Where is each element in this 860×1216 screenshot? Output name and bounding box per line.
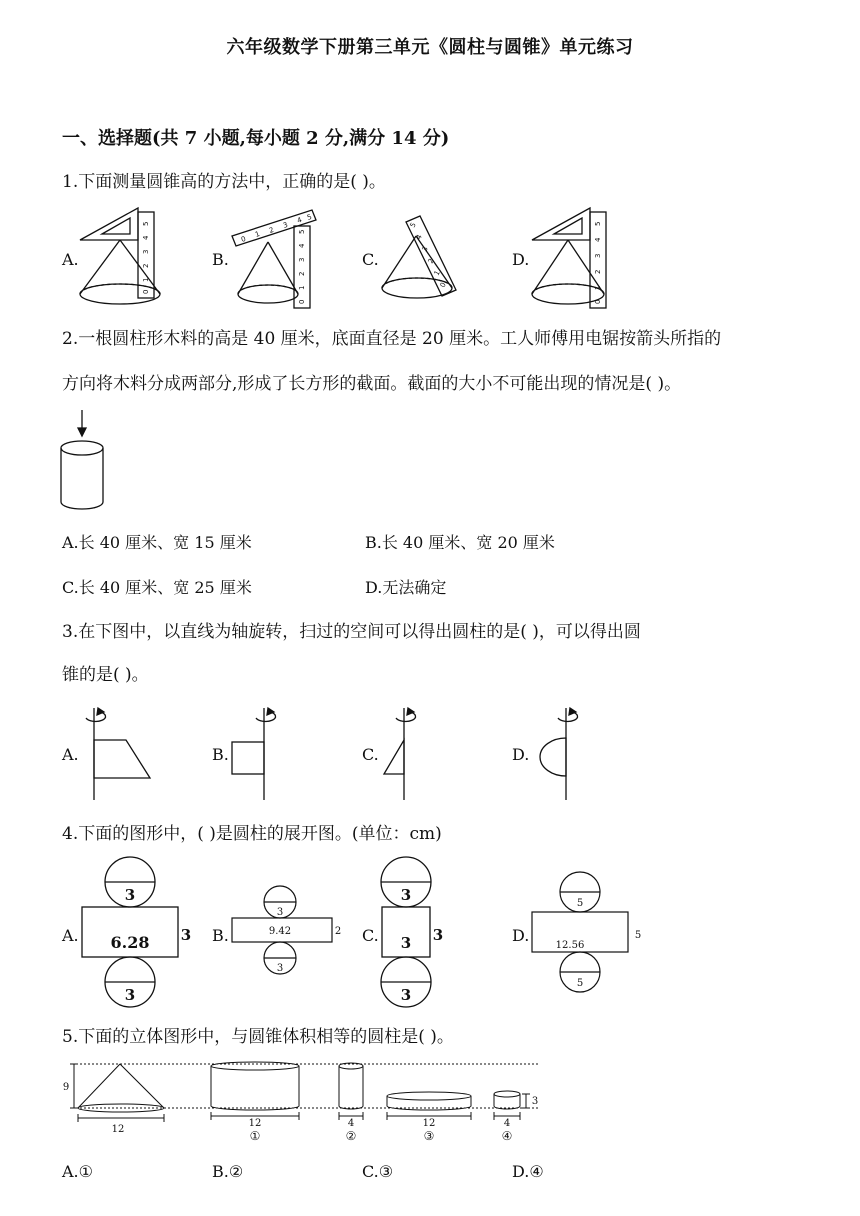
svg-text:5: 5	[594, 221, 602, 226]
svg-text:1: 1	[298, 285, 306, 290]
q4c-rect-label: 3	[400, 934, 412, 952]
q5-cyl1-mark: ①	[249, 1129, 261, 1143]
q2-option-b[interactable]: B.长 40 厘米、宽 20 厘米	[365, 533, 555, 552]
q5-cone-diameter-label: 12	[111, 1124, 125, 1135]
svg-text:0: 0	[298, 299, 306, 304]
q3-option-c-label[interactable]: C.	[362, 745, 379, 764]
ruler-digit: 2	[142, 263, 150, 268]
svg-text:4: 4	[594, 237, 602, 242]
svg-text:1: 1	[432, 269, 442, 277]
q1-figure-c	[380, 214, 460, 306]
ruler-digit: 1	[142, 277, 150, 282]
svg-text:1: 1	[254, 229, 261, 239]
q4a-circle-top-label: 3	[124, 886, 136, 904]
question-2-line2: 方向将木料分成两部分,形成了长方形的截面。截面的大小不可能出现的情况是( )。	[62, 374, 682, 394]
q5-option-b[interactable]: B.②	[212, 1162, 244, 1181]
q4d-side-label: 5	[634, 930, 642, 941]
q4c-circle-top-label: 3	[400, 886, 412, 904]
svg-text:5: 5	[306, 212, 313, 222]
q2-option-d[interactable]: D.无法确定	[365, 578, 447, 597]
q3-option-a-label[interactable]: A.	[62, 745, 79, 764]
svg-text:4: 4	[296, 215, 303, 225]
q3-figure-d	[528, 704, 588, 802]
q4-net-c	[380, 856, 450, 1006]
svg-text:3: 3	[594, 253, 602, 258]
q5-cyl3-diameter-label: 12	[422, 1118, 436, 1129]
q5-cyl3-mark: ③	[423, 1129, 435, 1143]
q5-cyl4-height-label: 3	[531, 1096, 539, 1107]
svg-text:5: 5	[298, 229, 306, 234]
q1-figure-a	[78, 206, 158, 310]
q5-option-d[interactable]: D.④	[512, 1162, 544, 1181]
q3-option-b-label[interactable]: B.	[212, 745, 229, 764]
q4d-circle-bottom-label: 5	[576, 978, 584, 989]
question-3-line2: 锥的是( )。	[62, 665, 149, 685]
page-title: 六年级数学下册第三单元《圆柱与圆锥》单元练习	[226, 37, 634, 58]
q4-option-a-label[interactable]: A.	[62, 926, 79, 945]
svg-text:2: 2	[594, 269, 602, 274]
q3-figure-b	[226, 704, 286, 802]
q4c-side-label: 3	[432, 926, 444, 944]
svg-text:4: 4	[298, 243, 306, 248]
q3-option-d-label[interactable]: D.	[512, 745, 530, 764]
q4d-circle-top-label: 5	[576, 898, 584, 909]
section-heading: 一、选择题(共 7 小题,每小题 2 分,满分 14 分)	[62, 128, 450, 149]
q4b-circle-bottom-label: 3	[276, 963, 284, 974]
svg-text:2: 2	[268, 225, 275, 235]
svg-text:0: 0	[438, 281, 448, 289]
svg-text:3: 3	[420, 245, 430, 253]
svg-text:2: 2	[298, 271, 306, 276]
ruler-digit: 0	[142, 289, 150, 294]
q4a-circle-bottom-label: 3	[124, 986, 136, 1004]
q5-cone-height-label: 9	[62, 1082, 70, 1093]
ruler-digit: 3	[142, 249, 150, 254]
q4-net-d	[530, 872, 648, 996]
ruler-digit: 4	[142, 235, 150, 240]
svg-text:1: 1	[594, 285, 602, 290]
question-1-text: 1.下面测量圆锥高的方法中，正确的是( )。	[62, 172, 386, 192]
q3-figure-a	[80, 704, 160, 802]
q4c-circle-bottom-label: 3	[400, 986, 412, 1004]
svg-text:4: 4	[414, 233, 424, 241]
q4a-rect-label: 6.28	[110, 933, 150, 952]
svg-text:0: 0	[240, 234, 247, 244]
q4-option-d-label[interactable]: D.	[512, 926, 530, 945]
q4-option-c-label[interactable]: C.	[362, 926, 379, 945]
q5-solids-figure	[60, 1058, 550, 1146]
q4-net-b	[230, 886, 346, 978]
q5-cyl4-diameter-label: 4	[503, 1118, 511, 1129]
q5-option-c[interactable]: C.③	[362, 1162, 394, 1181]
q4a-side-label: 3	[180, 926, 192, 944]
q5-cyl1-diameter-label: 12	[248, 1118, 262, 1129]
q4-net-a	[80, 856, 192, 1006]
q5-cyl4-mark: ④	[501, 1129, 513, 1143]
question-2-line1: 2.一根圆柱形木料的高是 40 厘米，底面直径是 20 厘米。工人师傅用电锯按箭头所指的	[62, 329, 722, 349]
question-3-line1: 3.在下图中，以直线为轴旋转，扫过的空间可以得出圆柱的是( )，可以得出圆	[62, 622, 641, 642]
question-4-text: 4.下面的图形中，( )是圆柱的展开图。(单位：cm)	[62, 824, 442, 844]
q1-option-b-label[interactable]: B.	[212, 250, 229, 269]
svg-text:3: 3	[298, 257, 306, 262]
q2-option-c[interactable]: C.长 40 厘米、宽 25 厘米	[62, 578, 252, 597]
q1-option-c-label[interactable]: C.	[362, 250, 379, 269]
svg-text:2: 2	[426, 257, 436, 265]
q4-option-b-label[interactable]: B.	[212, 926, 229, 945]
q2-cylinder-figure	[58, 410, 108, 510]
q5-cyl2-diameter-label: 4	[347, 1118, 355, 1129]
ruler-digit: 5	[142, 221, 150, 226]
q4d-rect-label: 12.56	[555, 940, 585, 951]
q4b-circle-top-label: 3	[276, 907, 284, 918]
svg-text:5: 5	[408, 221, 418, 229]
q5-cyl2-mark: ②	[345, 1129, 357, 1143]
q4b-rect-label: 9.42	[268, 926, 292, 937]
q1-figure-d	[530, 206, 610, 310]
q5-option-a[interactable]: A.①	[62, 1162, 93, 1181]
q2-option-a[interactable]: A.长 40 厘米、宽 15 厘米	[62, 533, 252, 552]
question-5-text: 5.下面的立体图形中，与圆锥体积相等的圆柱是( )。	[62, 1027, 454, 1047]
q1-option-d-label[interactable]: D.	[512, 250, 530, 269]
svg-text:3: 3	[282, 220, 289, 230]
svg-text:0: 0	[594, 299, 602, 304]
q1-option-a-label[interactable]: A.	[62, 250, 79, 269]
q1-figure-b	[232, 206, 316, 310]
q3-figure-c	[380, 704, 430, 802]
q4b-side-label: 2	[334, 926, 342, 937]
